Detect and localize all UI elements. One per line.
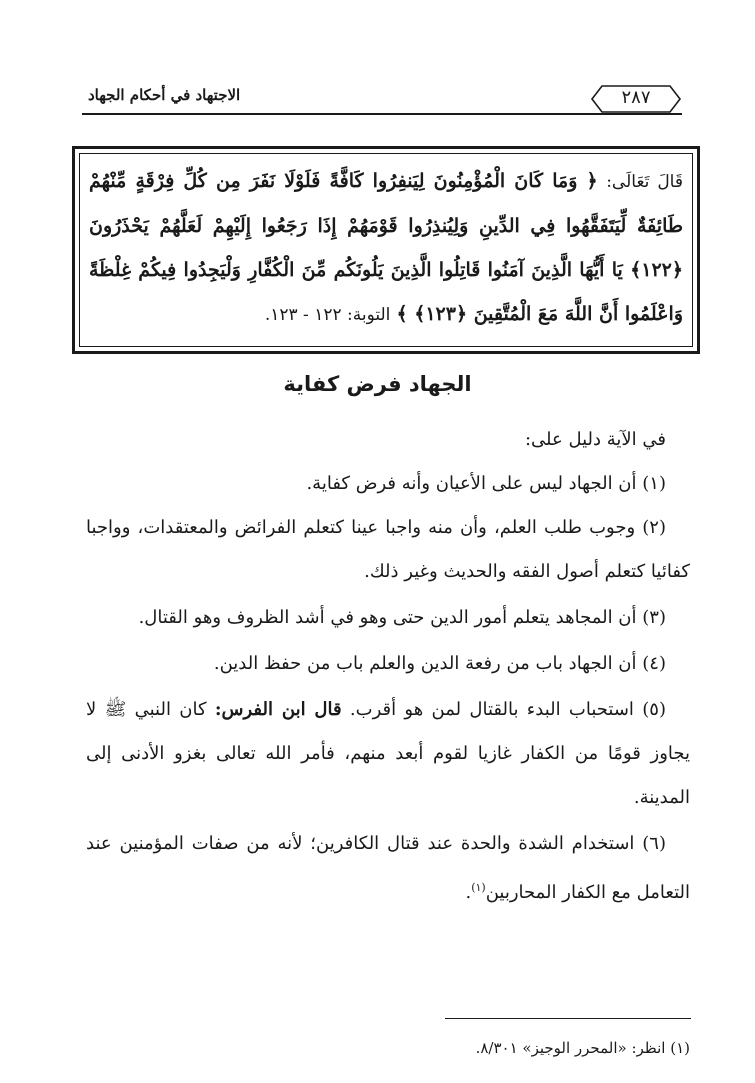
page-number-badge [590,84,682,112]
footnote-rule [445,1018,691,1019]
point-number: (١) [642,473,666,494]
verse-body: ﴿ وَمَا كَانَ الْمُؤْمِنُونَ لِيَنفِرُوا كَافَّةً فَلَوْلَا نَفَرَ مِن كُلِّ فِرْقَةٍ مِّنْهُمْ طَائِفَةٌ لِّيَتَفَقَّهُوا فِي الدِّينِ وَلِيُنذِرُوا قَوْمَهُمْ إِذَا رَجَعُوا إِلَيْهِمْ لَعَلَّهُمْ يَحْذَرُونَ ﴿١٢٢﴾ يَا أَيُّهَا الَّذِينَ آمَنُوا قَاتِلُوا الَّذِينَ يَلُونَكُم مِّنَ الْكُفَّارِ وَلْيَجِدُوا فِيكُمْ غِلْظَةً وَاعْلَمُوا أَنَّ اللَّهَ مَعَ الْمُتَّقِينَ ﴿١٢٣﴾ ﴾ [89,170,683,325]
point-number: (٦) [642,833,666,854]
point-text-end: . [465,882,472,903]
point-2 [86,506,690,594]
page-header [82,80,682,120]
quran-verse [89,159,683,337]
footnote-text: انظر: «المحرر الوجيز» ٨/٣٠١. [475,1039,666,1057]
point-text: أن المجاهد يتعلم أمور الدين حتى وهو في أشد الظروف وهو القتال. [138,607,637,628]
verse-intro: قَالَ تَعَالَى: [606,172,683,192]
footnote-number: (١) [670,1039,690,1057]
running-title: الاجتهاد في أحكام الجهاد [88,86,241,104]
point-text: استحباب البدء بالقتال لمن هو أقرب. [349,699,634,720]
point-text: استخدام الشدة والحدة عند قتال الكافرين؛ لأنه من صفات المؤمنين عند التعامل مع الكفار المحاربين [86,833,690,903]
point-text: أن الجهاد باب من رفعة الدين والعلم باب من حفظ الدين. [213,653,637,674]
point-number: (٤) [642,653,666,674]
point-list [86,462,690,915]
point-5 [86,688,690,820]
section-heading: الجهاد فرض كفاية [283,372,472,396]
point-number: (٣) [642,607,666,628]
quoted-scholar: قال ابن الفرس: [214,699,342,720]
lead-in: في الآية دليل على: [524,429,666,450]
point-text: أن الجهاد ليس على الأعيان وأنه فرض كفاية. [306,473,637,494]
point-3 [86,596,690,640]
verse-frame [72,146,700,354]
header-rule [82,113,682,115]
page-number: ٢٨٧ [621,87,651,108]
verse-reference: التوبة: ١٢٢ - ١٢٣. [264,305,391,325]
point-6 [86,822,690,915]
footnote-marker[interactable]: (١) [471,881,486,894]
point-number: (٢) [642,517,666,538]
point-4 [86,642,690,686]
point-text-continued: كان النبي ﷺ لا يجاوز قومًا من الكفار غازيا لقوم أبعد منهم، فأمر الله تعالى بغزو الأدنى إلى المدينة. [86,699,690,808]
point-number: (٥) [642,699,666,720]
footnote [86,1036,690,1060]
point-text: وجوب طلب العلم، وأن منه واجبا عينا كتعلم الفرائض والمعتقدات، وواجبا كفائيا كتعلم أصول الفقه والحديث وغير ذلك. [86,517,690,582]
point-1 [86,462,690,506]
